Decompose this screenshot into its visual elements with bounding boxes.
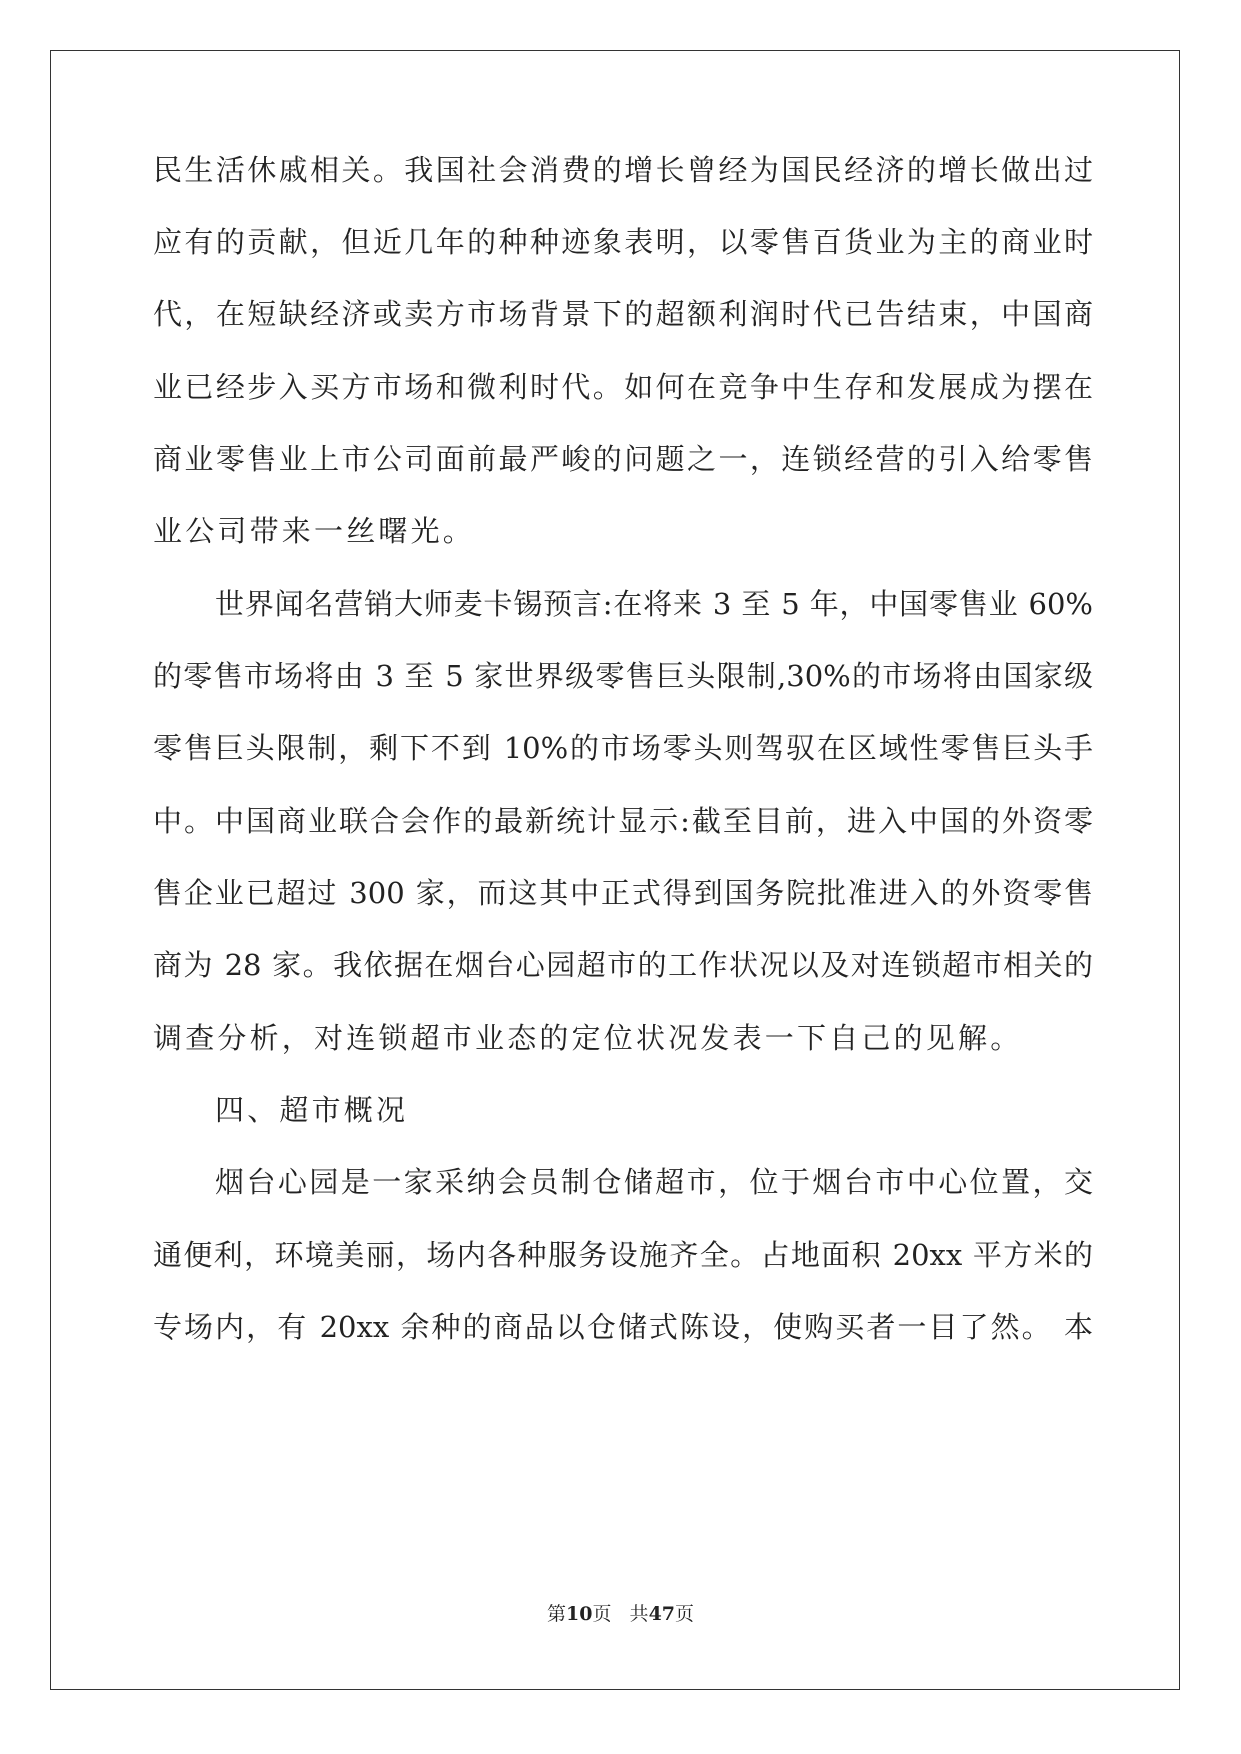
text-line: 世界闻名营销大师麦卡锡预言:在将来 3 至 5 年，中国零售业 60% (215, 587, 1093, 621)
text-line: 零售巨头限制，剩下不到 10%的市场零头则驾驭在区域性零售巨头手 (153, 731, 1093, 765)
footer-suffix: 页 (675, 1603, 695, 1625)
text-line: 代，在短缺经济或卖方市场背景下的超额利润时代已告结束，中国商 (153, 297, 1093, 331)
section-heading: 四、超市概况 (215, 1093, 409, 1127)
total-pages: 47 (648, 1603, 676, 1625)
footer-prefix: 第 (546, 1603, 566, 1625)
text-line: 业已经步入买方市场和微利时代。如何在竞争中生存和发展成为摆在 (153, 370, 1093, 404)
text-line: 调查分析，对连锁超市业态的定位状况发表一下自己的见解。 (153, 1021, 1023, 1055)
text-line: 烟台心园是一家采纳会员制仓储超市，位于烟台市中心位置，交 (215, 1165, 1093, 1199)
text-line: 的零售市场将由 3 至 5 家世界级零售巨头限制,30%的市场将由国家级 (153, 659, 1093, 693)
text-line: 通便利，环境美丽，场内各种服务设施齐全。占地面积 20xx 平方米的 (153, 1238, 1093, 1272)
text-line: 商为 28 家。我依据在烟台心园超市的工作状况以及对连锁超市相关的 (153, 948, 1093, 982)
page-number: 10 (565, 1603, 593, 1625)
text-line: 中。中国商业联合会作的最新统计显示:截至目前，进入中国的外资零 (153, 804, 1093, 838)
text-line: 应有的贡献，但近几年的种种迹象表明，以零售百货业为主的商业时 (153, 225, 1093, 259)
text-line: 商业零售业上市公司面前最严峻的问题之一，连锁经营的引入给零售 (153, 442, 1093, 476)
page-footer (0, 1602, 1241, 1626)
footer-middle: 页 共 (592, 1603, 649, 1625)
text-line: 专场内，有 20xx 余种的商品以仓储式陈设，使购买者一目了然。 本 (153, 1310, 1093, 1344)
text-line: 售企业已超过 300 家，而这其中正式得到国务院批准进入的外资零售 (153, 876, 1093, 910)
text-line: 业公司带来一丝曙光。 (153, 514, 476, 548)
text-line: 民生活休戚相关。我国社会消费的增长曾经为国民经济的增长做出过 (153, 153, 1093, 187)
